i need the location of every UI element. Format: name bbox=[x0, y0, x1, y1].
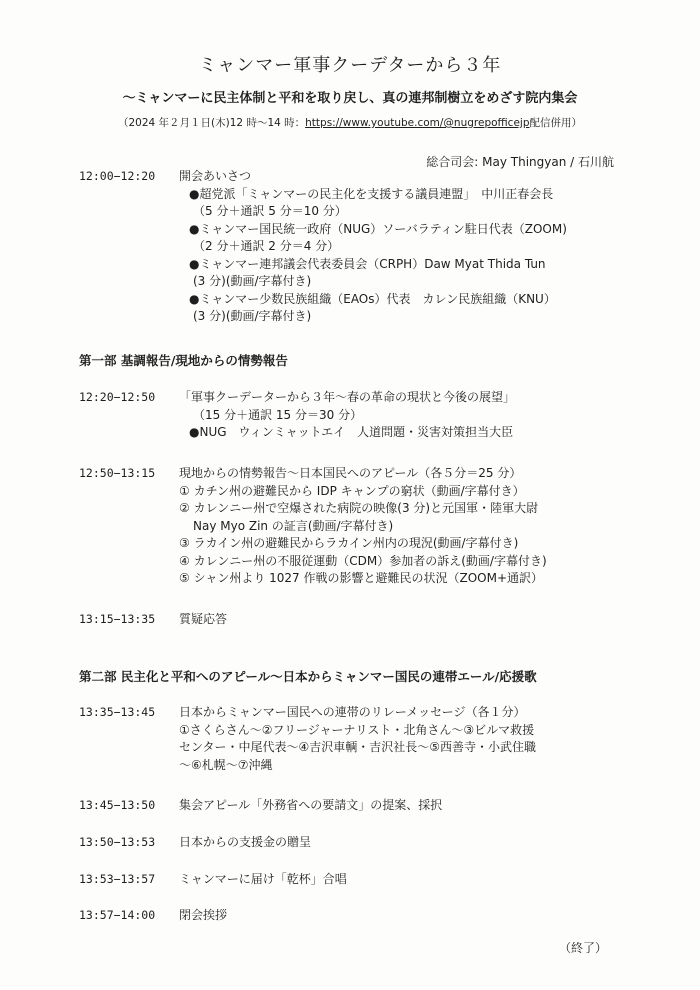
schedule-line: 〜⑥札幌〜⑦沖縄 bbox=[179, 757, 273, 772]
schedule-time: 13:15−13:35 bbox=[79, 612, 156, 626]
schedule-time: 13:50−13:53 bbox=[79, 835, 156, 849]
section-heading-part2: 第二部 民主化と平和へのアピール〜日本からミャンマー国民の連帯エール/応援歌 bbox=[79, 669, 537, 684]
moderator: 総合司会: May Thingyan / 石川航 bbox=[426, 155, 614, 169]
schedule-line: ①さくらさん〜②フリージャーナリスト・北角さん〜③ビルマ救援 bbox=[179, 722, 535, 737]
event-info-suffix: 配信併用） bbox=[529, 117, 582, 129]
schedule-line: ⑤ シャン州より 1027 作戦の影響と避難民の状況（ZOOM+通訳） bbox=[179, 571, 544, 585]
schedule-content bbox=[179, 797, 629, 815]
schedule-content bbox=[179, 465, 629, 588]
schedule-line: ●ミャンマー国民統一政府（NUG）ソーバラティン駐日代表（ZOOM) bbox=[189, 221, 567, 236]
schedule-time: 13:45−13:50 bbox=[79, 798, 156, 812]
schedule-time: 12:50−13:15 bbox=[79, 466, 156, 480]
event-info bbox=[0, 115, 700, 130]
schedule-line: ●ミャンマー少数民族組織（EAOs）代表 カレン民族組織（KNU） bbox=[189, 291, 556, 306]
schedule-line: ●超党派「ミャンマーの民主化を支援する議員連盟」 中川正春会長 bbox=[189, 186, 554, 201]
schedule-line: 開会あいさつ bbox=[179, 169, 252, 183]
schedule-time: 13:35−13:45 bbox=[79, 705, 156, 719]
schedule-line: (3 分)(動画/字幕付き) bbox=[193, 309, 312, 323]
schedule-content bbox=[179, 168, 629, 326]
schedule-content bbox=[179, 871, 629, 889]
schedule-line: ④ カレンニー州の不服従運動（CDM）参加者の訴え(動画/字幕付き) bbox=[179, 553, 547, 568]
schedule-line: ●NUG ウィンミャットエイ 人道問題・災害対策担当大臣 bbox=[189, 425, 514, 439]
schedule-line: ●ミャンマー連邦議会代表委員会（CRPH）Daw Myat Thida Tun bbox=[189, 256, 546, 271]
schedule-time: 13:57−14:00 bbox=[79, 908, 156, 922]
schedule-line: センター・中尾代表〜④吉沢車輌・吉沢社長〜⑤西善寺・小武住職 bbox=[179, 740, 537, 754]
schedule-line: 集会アピール「外務省への要請文」の提案、採択 bbox=[179, 798, 443, 812]
schedule-content bbox=[179, 834, 629, 852]
schedule-line: （15 分＋通訳 15 分＝30 分） bbox=[193, 407, 363, 422]
schedule-line: ② カレンニー州で空爆された病院の映像(3 分)と元国軍・陸軍大尉 bbox=[179, 501, 539, 515]
schedule-content bbox=[179, 704, 629, 774]
section-heading-part1: 第一部 基調報告/現地からの情勢報告 bbox=[79, 353, 288, 368]
schedule-line: 現地からの情勢報告〜日本国民へのアピール（各５分＝25 分） bbox=[179, 466, 522, 480]
schedule-line: ミャンマーに届け「乾杯」合唱 bbox=[179, 872, 347, 886]
schedule-line: （5 分＋通訳 5 分＝10 分） bbox=[193, 204, 347, 218]
closing-note: （終了） bbox=[558, 941, 607, 955]
schedule-line: (3 分)(動画/字幕付き) bbox=[193, 274, 312, 288]
schedule-line: 日本からの支援金の贈呈 bbox=[179, 835, 312, 849]
schedule-content bbox=[179, 389, 629, 442]
youtube-link[interactable]: https://www.youtube.com/@nugrepofficejp bbox=[305, 117, 530, 129]
schedule-content bbox=[179, 611, 629, 629]
schedule-line: 「軍事クーデーターから３年〜春の革命の現状と今後の展望」 bbox=[179, 390, 516, 404]
schedule-line: 日本からミャンマー国民への連帯のリレーメッセージ（各１分） bbox=[179, 705, 526, 719]
schedule-line: ③ ラカイン州の避難民からラカイン州内の現況(動画/字幕付き) bbox=[179, 536, 519, 550]
schedule-time: 12:20−12:50 bbox=[79, 390, 156, 404]
schedule-line: ① カチン州の避難民から IDP キャンプの窮状（動画/字幕付き） bbox=[179, 483, 525, 498]
schedule-line: 閉会挨拶 bbox=[179, 908, 228, 922]
schedule-line: （2 分＋通訳 2 分＝4 分） bbox=[193, 239, 340, 253]
schedule-content bbox=[179, 907, 629, 925]
event-date-text: （2024 年２月１日(木)12 時〜14 時： bbox=[118, 117, 306, 129]
schedule-line: 質疑応答 bbox=[179, 612, 228, 626]
schedule-line: Nay Myo Zin の証言(動画/字幕付き) bbox=[193, 518, 394, 533]
schedule-time: 13:53−13:57 bbox=[79, 872, 156, 886]
page-title: ミャンマー軍事クーデターから３年 bbox=[198, 55, 502, 76]
page-subtitle: 〜ミャンマーに民主体制と平和を取り戻し、真の連邦制樹立をめざす院内集会 bbox=[122, 91, 578, 106]
schedule-time: 12:00−12:20 bbox=[79, 169, 156, 183]
